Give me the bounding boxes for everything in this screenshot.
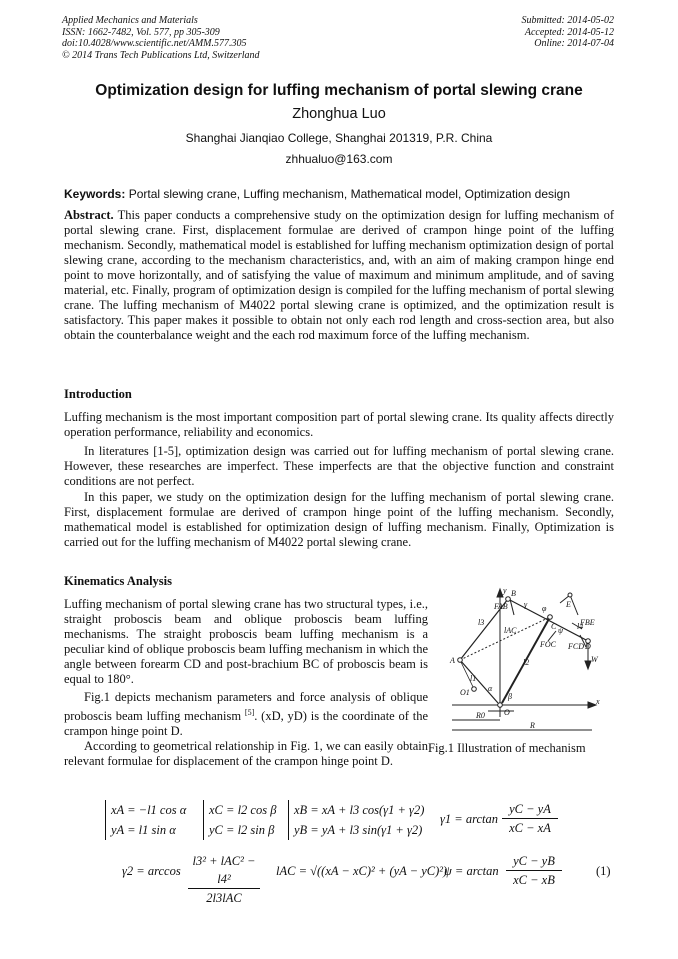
label-l2: l2 xyxy=(523,658,530,667)
rod-l4 xyxy=(570,595,578,615)
line-lAC xyxy=(460,617,550,660)
author: Zhonghua Luo xyxy=(292,106,386,122)
label-gamma: γ xyxy=(524,600,528,609)
eq-xA: xA = −l1 cos α xyxy=(111,803,187,817)
eq-psi-num: yC − yB xyxy=(506,852,562,871)
eq-gamma1-num: yC − yA xyxy=(502,800,558,819)
eq-xC: xC = l2 cos β xyxy=(209,803,277,817)
label-A: A xyxy=(450,656,455,665)
kinematics-paragraph-2 xyxy=(64,690,428,739)
kin-p2-text-a: Fig.1 depicts mechanism parameters and force analysis of oblique proboscis beam luffing mechanism xyxy=(64,690,428,724)
joint-O xyxy=(498,703,503,708)
intro-paragraph-2: In literatures [1-5], optimization design was carried out for luffing mechanism of portal slewing crane. However, these researches are imperfect. These imperfects are that the objective function and constraint conditions are not perfect. xyxy=(64,444,614,488)
joint-E xyxy=(568,593,572,597)
keywords-text: Portal slewing crane, Luffing mechanism, Mathematical model, Optimization design xyxy=(125,187,571,201)
label-O1: O1 xyxy=(460,688,470,697)
doi: doi:10.4028/www.scientific.net/AMM.577.305 xyxy=(62,38,247,49)
label-x: x xyxy=(596,697,600,706)
keywords xyxy=(64,187,624,201)
eq-yB: yB = yA + l3 sin(γ1 + γ2) xyxy=(294,823,423,837)
label-D: D xyxy=(585,642,591,651)
intro-paragraph-3: In this paper, we study on the optimization design for the luffing mechanism of portal slewing crane. First, displacement formulae are derived of crampon hinge point of the luffing mechanism. Secondly, mathematical model is established for optimization design of luffing mechanism. Finally, Optimization is carried out for the luffing mechanism of M4022 portal slewing crane. xyxy=(64,490,614,549)
eq-yC: yC = l2 sin β xyxy=(209,823,275,837)
label-alpha: α xyxy=(488,684,493,693)
label-l3: l3 xyxy=(478,618,485,627)
issn: ISSN: 1662-7482, Vol. 577, pp 305-309 xyxy=(62,26,220,38)
eq-lAC: lAC = √((xA − xC)² + (yA − yC)²) xyxy=(276,864,448,878)
eq-gamma2: γ2 = arccos xyxy=(122,864,181,878)
label-FCD: FCD xyxy=(568,642,584,651)
label-C: C xyxy=(551,622,557,631)
abstract-text: This paper conducts a comprehensive study on the optimization design for luffing mechanism of portal slewing crane. First, displacement formulae are derived of crampon hinge point of the luffing mechanism. Secondly, mathematical model is established for luffing mechanism optimization design of portal slewing crane, according to the mechanism characteristics, and, with an aim of making crampon hinge end point to move horizontally, and of satisfying the value of maximum and minimum amplitude, and of saving material, etc. Finally, program of optimization design is compiled for the luffing mechanism of portal slewing crane. The luffing mechanism of M4022 portal slewing crane is optimized, and the optimization result is satisfactory. This paper makes it possible to obtain not only each rod length and cross-section area, but also obtain the counterbalance weight and the each rod maximum force of the luffing mechanism. xyxy=(64,208,614,342)
label-O: O xyxy=(504,708,510,717)
journal-header xyxy=(62,15,260,61)
accepted-date: Accepted: 2014-05-12 xyxy=(524,26,614,38)
copyright: © 2014 Trans Tech Publications Ltd, Switzerland xyxy=(62,49,260,61)
eq-A xyxy=(105,800,186,840)
label-FOC: FOC xyxy=(540,640,556,649)
email: zhhualuo@163.com xyxy=(285,152,393,166)
label-W: W xyxy=(591,655,598,664)
affiliation: Shanghai Jianqiao College, Shanghai 201319, P.R. China xyxy=(185,131,493,145)
label-y: y xyxy=(503,586,507,595)
eq-gamma1: γ1 = arctan xyxy=(440,812,499,826)
submitted-date: Submitted: 2014-05-02 xyxy=(521,15,614,26)
kin-p2-text-b: . (xD, yD) is the coordinate of the crampon hinge point D. xyxy=(64,709,428,739)
label-l1: l1 xyxy=(470,674,477,683)
abstract-label: Abstract. xyxy=(64,208,114,222)
mechanism-figure xyxy=(430,585,610,735)
joint-C xyxy=(548,615,553,620)
x-axis-arrow xyxy=(588,702,596,708)
eq-xB: xB = xA + l3 cos(γ1 + γ2) xyxy=(294,803,425,817)
online-date: Online: 2014-07-04 xyxy=(534,38,614,49)
figure-caption: Fig.1 Illustration of mechanism xyxy=(428,741,586,755)
kinematics-paragraph-3: According to geometrical relationship in Fig. 1, we can easily obtain relevant formulae for displacement of the crampon hinge point D. xyxy=(64,739,428,768)
eq-gamma1-den: xC − xA xyxy=(509,821,551,835)
kinematics-heading: Kinematics Analysis xyxy=(64,574,172,588)
label-B: B xyxy=(511,589,516,598)
joint-B xyxy=(506,597,511,602)
dates-header xyxy=(522,15,615,50)
label-lAC: lAC xyxy=(504,626,517,635)
eq-gamma2-den: 2l3lAC xyxy=(206,891,242,905)
eq-gamma2-num: l3² + lAC² − l4² xyxy=(188,852,260,889)
label-phi: φ xyxy=(542,604,547,613)
eq-B xyxy=(288,800,424,840)
label-l4: l4 xyxy=(577,622,584,631)
eq-gamma2-fraction xyxy=(188,852,260,907)
eq-C xyxy=(203,800,276,840)
citation-5: [5] xyxy=(244,708,255,717)
eq-gamma1-fraction xyxy=(502,800,558,837)
eq-yA: yA = l1 sin α xyxy=(111,823,176,837)
label-E: E xyxy=(566,600,571,609)
eq-psi: ψ = arctan xyxy=(444,864,499,878)
equation-number: (1) xyxy=(596,864,611,878)
eq-psi-fraction xyxy=(506,852,562,889)
label-R0: R0 xyxy=(476,711,485,720)
label-psi: ψ xyxy=(558,626,563,635)
paper-title: Optimization design for luffing mechanism of portal slewing crane xyxy=(95,82,583,99)
intro-paragraph-1: Luffing mechanism is the most important composition part of portal slewing crane. Its quality affects directly operation performance, reliability and economics. xyxy=(64,410,614,439)
label-R: R xyxy=(530,721,535,730)
journal-name: Applied Mechanics and Materials xyxy=(62,15,198,26)
introduction-heading: Introduction xyxy=(64,387,132,401)
kinematics-paragraph-1: Luffing mechanism of portal slewing crane has two structural types, i.e., straight proboscis beam and oblique proboscis beam luffing mechanisms. The straight proboscis beam luffing mechanism is a peculiar kind of oblique proboscis beam luffing mechanism in which the angle between forearm CD and post-brachium BC of proboscis beam is equal to 180°. xyxy=(64,597,428,686)
label-beta: β xyxy=(508,692,512,701)
keywords-label: Keywords: xyxy=(64,187,126,201)
label-FBE: FBE xyxy=(580,618,595,627)
label-FAB: FAB xyxy=(494,602,508,611)
joint-A xyxy=(458,658,463,663)
abstract xyxy=(64,208,614,343)
eq-psi-den: xC − xB xyxy=(513,873,555,887)
joint-O1 xyxy=(472,687,477,692)
